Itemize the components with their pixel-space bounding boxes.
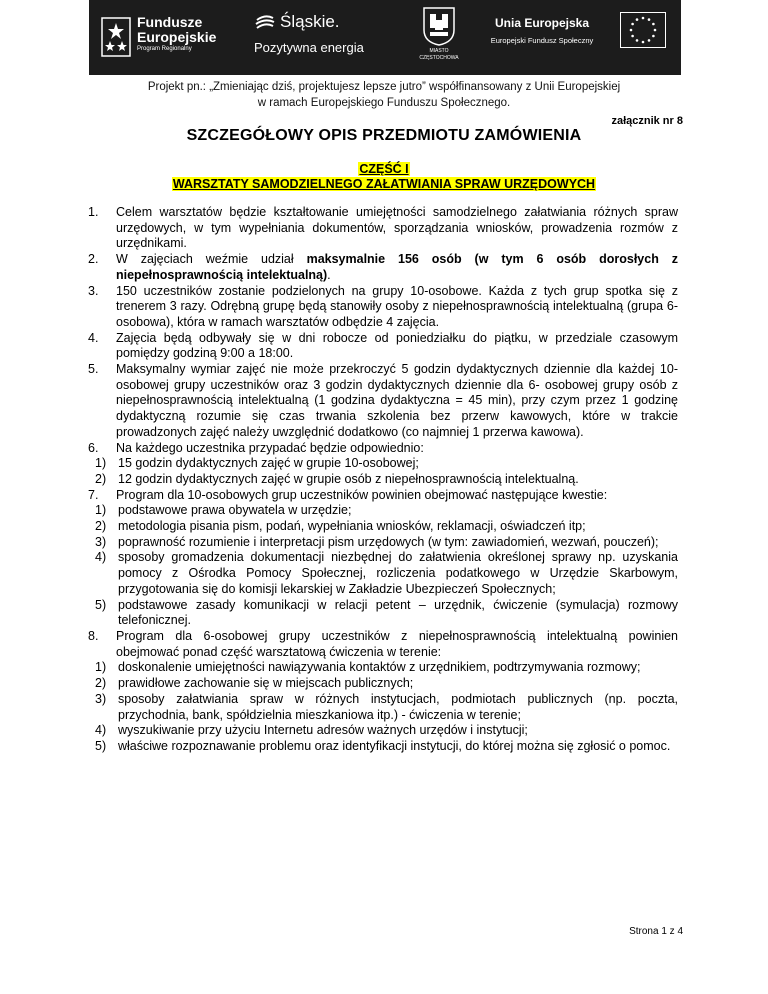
item-text: Maksymalny wymiar zajęć nie może przekroczyć 5 godzin dydaktycznych dziennie dla każdej 10-osobowej grupy uczestników oraz 3 godzin dydaktycznych dziennie dla 6- osobowej grupy osób z niepełnosprawnością intelektualną (1 godzina dydaktyczna = 45 min), przy czym przez 1 godzinę dydaktyczną rozumie się czas trwania szkolenia bez przerw kawowych, które w trakcie prowadzonych zajęć należy uwzględnić dodatkowo (co najmniej 1 przerwa kawowa). bbox=[116, 362, 678, 439]
project-line2: w ramach Europejskiego Funduszu Społecznego. bbox=[257, 97, 511, 109]
slaskie-wave-icon bbox=[254, 12, 276, 34]
sub-item-text: właściwe rozpoznawanie problemu oraz identyfikacji instytucji, do której można się zgłosić o pomoc. bbox=[118, 738, 671, 753]
list-item bbox=[88, 205, 678, 252]
item-text: Program dla 10-osobowych grup uczestników powinien obejmować następujące kwestie: bbox=[116, 487, 608, 502]
sub-item-text: doskonalenie umiejętności nawiązywania kontaktów z urzędnikiem, podtrzymywania rozmowy; bbox=[118, 660, 641, 675]
item-text: 150 uczestników zostanie podzielonych na grupy 10-osobowe. Każda z tych grup spotka się z trenerem 3 razy. Odrębną grupę będą stanowiły osoby z niepełnosprawnością intelektualną (grupa 6-osobowa), która w ramach warsztatów odbędzie 4 zajęcia. bbox=[116, 283, 678, 329]
sub-item bbox=[88, 472, 678, 488]
item-text-end: . bbox=[327, 267, 331, 282]
sub-item-text: podstawowe prawa obywatela w urzędzie; bbox=[118, 503, 352, 518]
item-bold-text: maksymalnie 156 osób (w tym 6 osób dorosłych z niepełnosprawnością intelektualną) bbox=[116, 252, 678, 282]
sub-item bbox=[88, 535, 678, 551]
sub-item bbox=[88, 550, 678, 597]
list-item bbox=[88, 284, 678, 331]
sub-item-number: 1) bbox=[95, 456, 107, 471]
sub-item bbox=[88, 692, 678, 723]
sub-item bbox=[88, 456, 678, 472]
sub-item-text: sposoby załatwiania spraw w różnych instytucjach, podmiotach publicznych (np. poczta, przychodnia, bank, spółdzielnia mieszkaniowa itp.) - ćwiczenia w terenie; bbox=[118, 691, 678, 722]
slaskie-subtitle: Pozytywna energia bbox=[254, 40, 364, 55]
sub-item-number: 1) bbox=[95, 660, 107, 675]
page-number: Strona 1 z 4 bbox=[629, 926, 683, 937]
document-title: SZCZEGÓŁOWY OPIS PRZEDMIOTU ZAMÓWIENIA bbox=[186, 127, 582, 144]
fe-subtitle: Program Regionalny bbox=[137, 46, 192, 52]
fundusze-europejskie-logo bbox=[101, 14, 229, 62]
city-line2: CZĘSTOCHOWA bbox=[419, 55, 459, 61]
sub-item-text: podstawowe zasady komunikacji w relacji petent – urzędnik, ćwiczenie (symulacja) rozmowy telefonicznej. bbox=[118, 597, 678, 628]
project-line1: Projekt pn.: „Zmieniając dziś, projektujesz lepsze jutro” współfinansowany z Unii Europejskiej bbox=[147, 81, 621, 93]
sub-item-number: 3) bbox=[95, 534, 107, 549]
part-label: CZĘŚĆ I bbox=[359, 162, 409, 176]
sub-item-text: sposoby gromadzenia dokumentacji niezbędnej do załatwienia określonej sprawy np. uzyskania pomocy z Ośrodka Pomocy Społecznej, rozliczenia podatkowego w Urzędzie Skarbowym, przygotowania się do komisji lekarskiej w Zakładzie Ubezpieczeń Społecznych; bbox=[118, 550, 678, 596]
item-number: 4. bbox=[88, 330, 99, 345]
list-item bbox=[88, 252, 678, 283]
list-item bbox=[88, 488, 678, 504]
item-text: W zajęciach weźmie udział bbox=[116, 252, 307, 267]
sub-item bbox=[88, 739, 678, 755]
list-item bbox=[88, 441, 678, 457]
sub-item bbox=[88, 598, 678, 629]
item-number: 6. bbox=[88, 440, 99, 455]
sub-item-number: 1) bbox=[95, 503, 107, 518]
sub-item-text: poprawność rozumienie i interpretacji pism urzędowych (w tym: zawiadomień, wezwań, pouczeń); bbox=[118, 534, 659, 549]
slaskie-title: Śląskie. bbox=[280, 12, 340, 31]
part-heading bbox=[0, 162, 768, 192]
czestochowa-logo bbox=[414, 6, 464, 68]
annex-label: załącznik nr 8 bbox=[611, 115, 683, 127]
logo-header bbox=[89, 0, 681, 75]
slaskie-logo bbox=[254, 10, 374, 62]
item-number: 7. bbox=[88, 487, 99, 502]
list-item bbox=[88, 629, 678, 660]
city-line1: MIASTO bbox=[429, 48, 449, 54]
sub-item bbox=[88, 519, 678, 535]
city-crest-icon bbox=[422, 6, 456, 46]
sub-item-text: prawidłowe zachowanie się w miejscach publicznych; bbox=[118, 676, 414, 691]
sub-item-text: 12 godzin dydaktycznych zajęć w grupie osób z niepełnosprawnością intelektualną. bbox=[118, 471, 579, 486]
sub-item-number: 2) bbox=[95, 519, 107, 534]
sub-item-number: 5) bbox=[95, 738, 107, 753]
ue-subtitle: Europejski Fundusz Społeczny bbox=[490, 36, 594, 45]
fe-line2: Europejskie bbox=[137, 29, 217, 45]
sub-item bbox=[88, 660, 678, 676]
item-number: 3. bbox=[88, 283, 99, 298]
item-number: 5. bbox=[88, 362, 99, 377]
sub-item-text: wyszukiwanie przy użyciu Internetu adresów ważnych urzędów i instytucji; bbox=[118, 723, 528, 738]
unia-europejska-logo bbox=[484, 12, 674, 62]
sub-item-number: 4) bbox=[95, 550, 107, 565]
item-number: 2. bbox=[88, 252, 99, 267]
sub-item-number: 2) bbox=[95, 676, 107, 691]
item-number: 1. bbox=[88, 205, 99, 219]
item-text: Program dla 6-osobowej grupy uczestników z niepełnosprawnością intelektualną powinien obejmować ponad część warsztatową ćwiczenia w terenie: bbox=[116, 628, 678, 659]
sub-item-number: 4) bbox=[95, 723, 107, 738]
list-item bbox=[88, 362, 678, 441]
sub-item bbox=[88, 676, 678, 692]
requirements-list bbox=[88, 205, 678, 755]
project-description bbox=[60, 79, 708, 111]
item-text: Na każdego uczestnika przypadać będzie odpowiednio: bbox=[116, 440, 424, 455]
eu-flag-icon bbox=[620, 12, 666, 48]
sub-item bbox=[88, 503, 678, 519]
sub-item-text: metodologia pisania pism, podań, wypełniania wniosków, reklamacji, oświadczeń itp; bbox=[118, 519, 586, 534]
sub-item-number: 5) bbox=[95, 597, 107, 612]
sub-item-number: 2) bbox=[95, 471, 107, 486]
sub-item-number: 3) bbox=[95, 691, 107, 706]
list-item bbox=[88, 331, 678, 362]
sub-item bbox=[88, 723, 678, 739]
sub-item-text: 15 godzin dydaktycznych zajęć w grupie 10-osobowej; bbox=[118, 456, 419, 471]
fe-stars-icon bbox=[101, 17, 131, 57]
ue-title: Unia Europejska bbox=[494, 16, 590, 30]
item-text: Celem warsztatów będzie kształtowanie umiejętności samodzielnego załatwiania różnych spraw urzędowych, w tym wypełniania dokumentów, sporządzania wniosków, prowadzenia rozmów z urzędnikami. bbox=[116, 205, 678, 251]
part-name: WARSZTATY SAMODZIELNEGO ZAŁATWIANIA SPRAW URZĘDOWYCH bbox=[172, 177, 596, 191]
fe-line1: Fundusze bbox=[137, 14, 203, 30]
item-text: Zajęcia będą odbywały się w dni robocze od poniedziałku do piątku, w przedziale czasowym pomiędzy godziną 9:00 a 18:00. bbox=[116, 330, 678, 361]
item-number: 8. bbox=[88, 628, 99, 643]
